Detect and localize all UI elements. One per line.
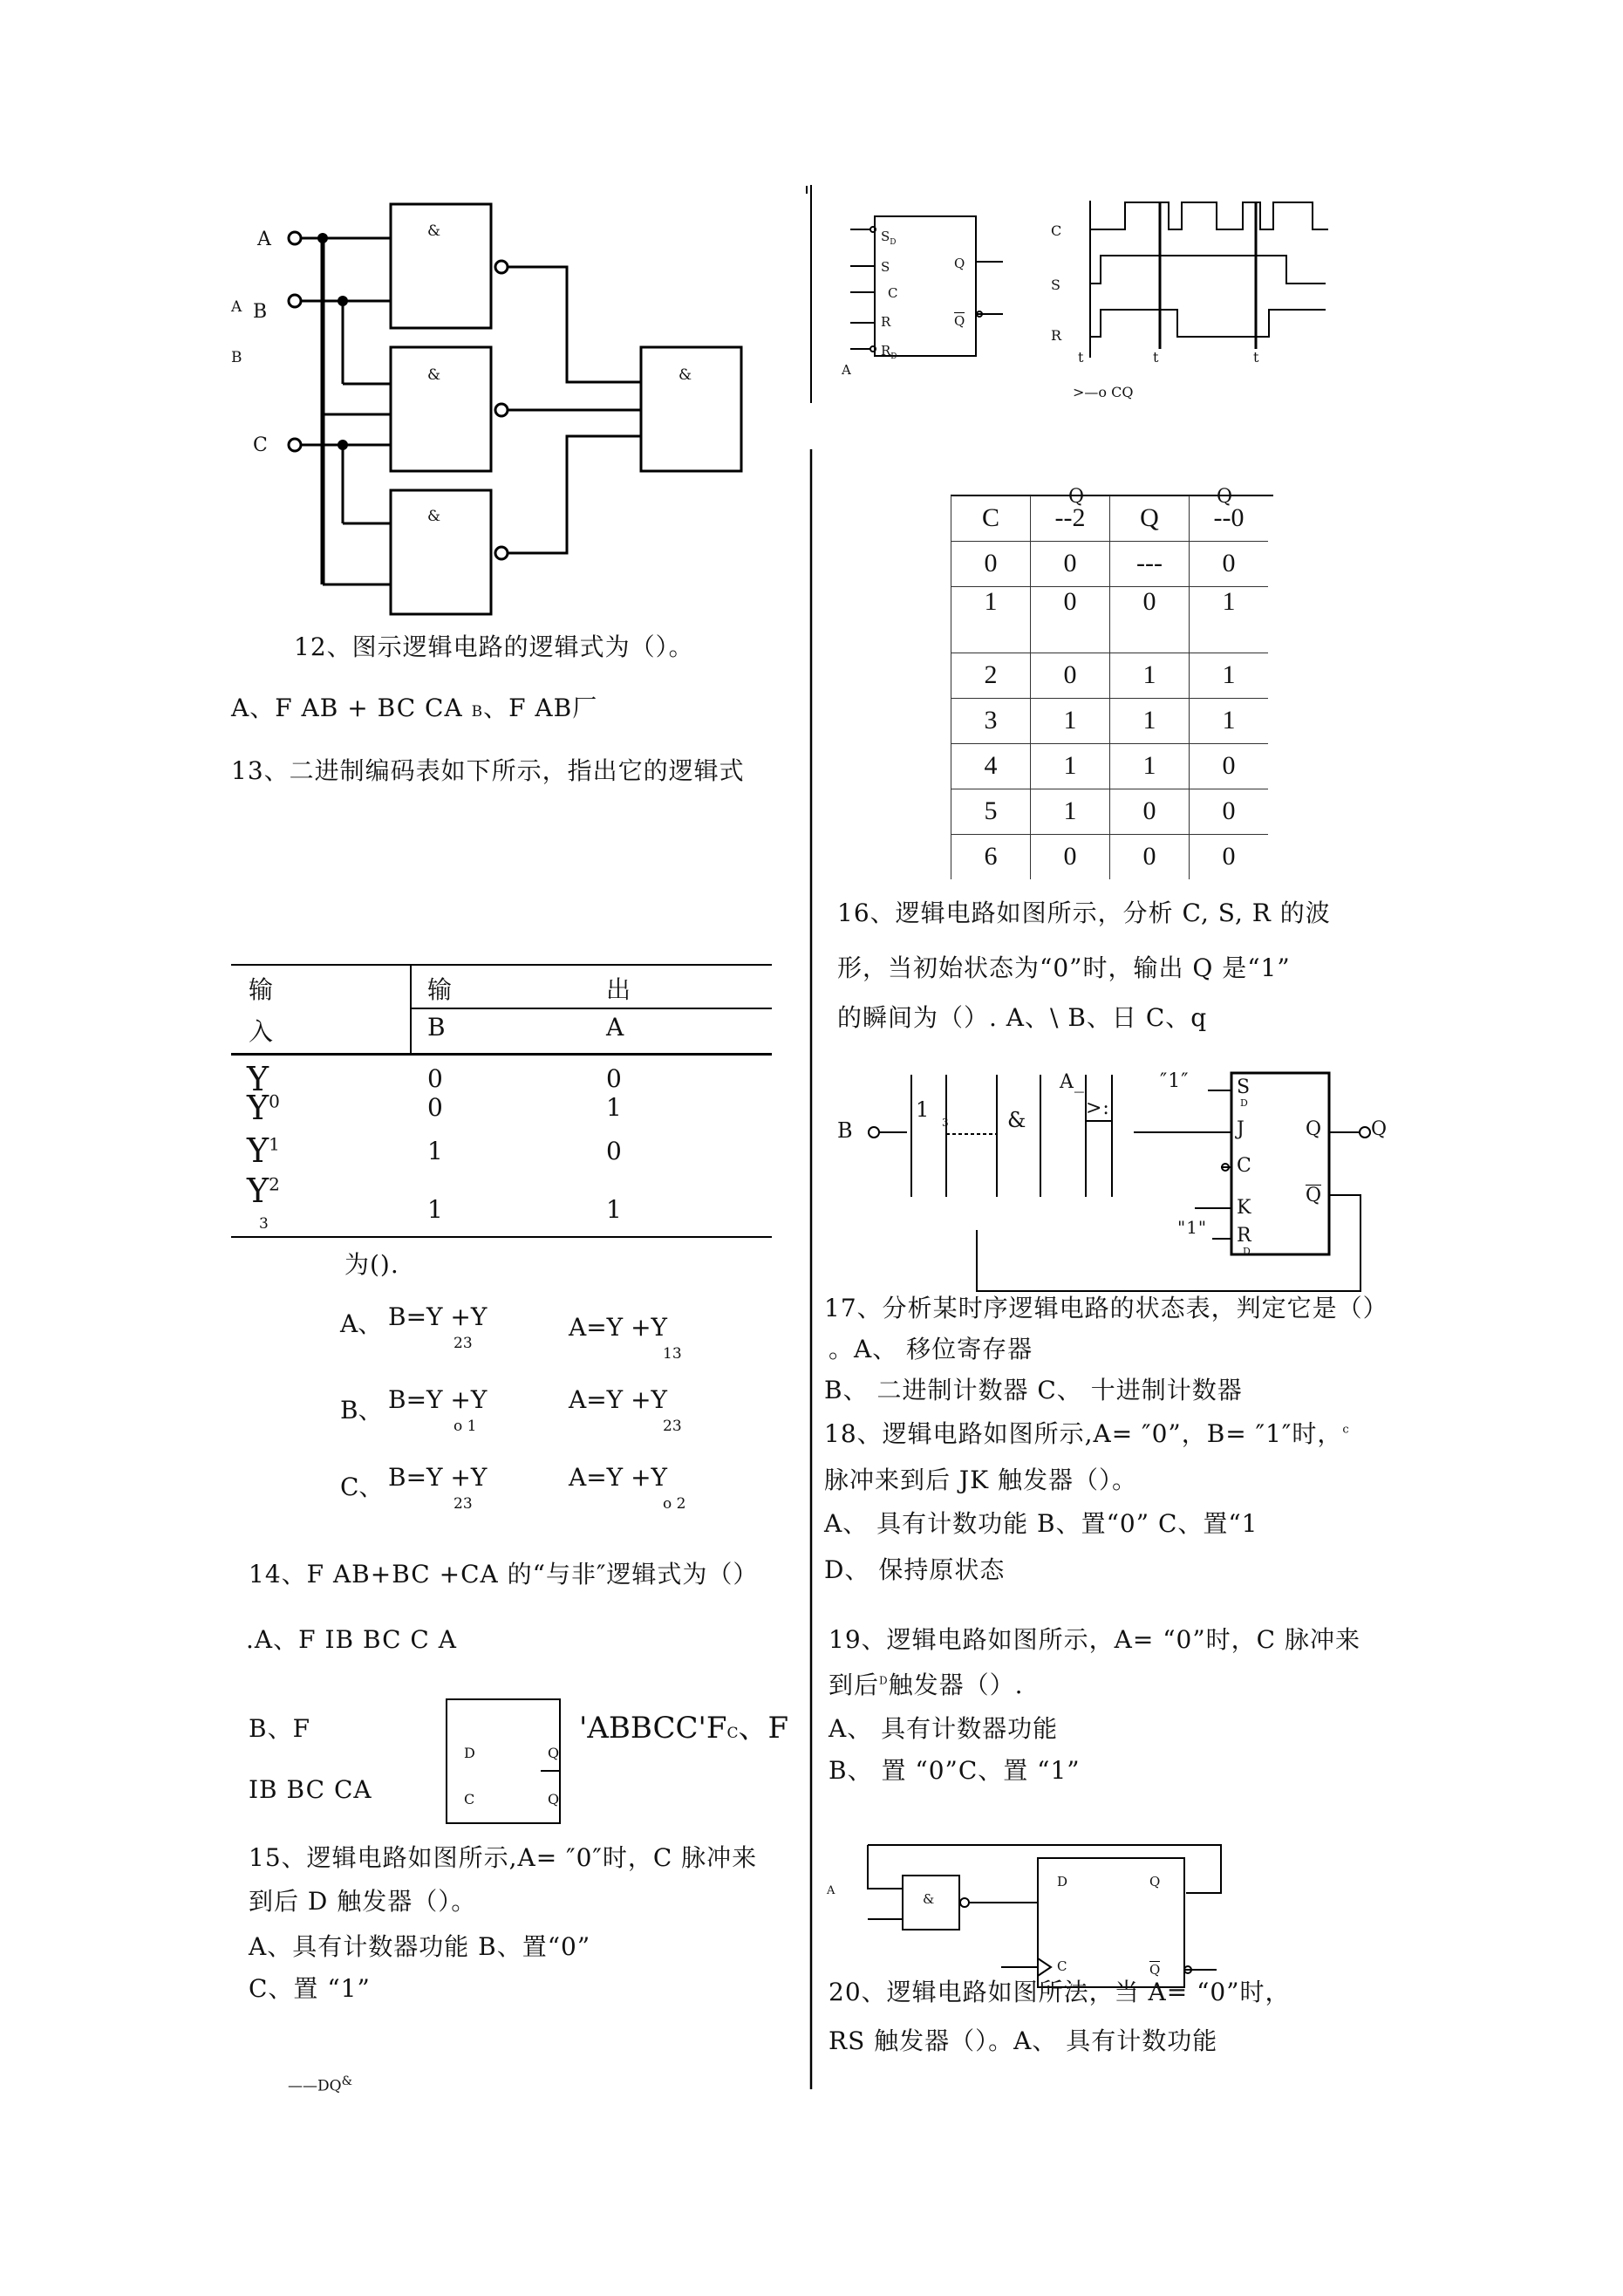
cell: 0: [1110, 789, 1190, 834]
cell: 0: [1031, 834, 1110, 879]
q15-question-1: 15、逻辑电路如图所示,A= ″0″时，C 脉冲来: [249, 1843, 758, 1872]
q13-row-4-b: 1: [427, 1195, 444, 1224]
cell: 1: [1031, 743, 1110, 789]
and-gate-1: [391, 204, 491, 328]
q13-option-c-label: C、: [340, 1473, 384, 1501]
wave-signal-c: C: [1051, 222, 1062, 239]
q13-row-4-a: 1: [606, 1195, 623, 1224]
q14-box-c: C: [464, 1791, 475, 1807]
q13-row-1-y: $Y^0$: [247, 1089, 280, 1127]
q20-line-2: RS 触发器（）。A、 具有计数功能: [829, 2026, 1218, 2055]
cell: 1: [1031, 789, 1110, 834]
cell: 1: [1110, 743, 1190, 789]
cell: 6: [951, 834, 1031, 879]
q16-header-c: C: [951, 495, 1031, 541]
cell: 0: [1190, 834, 1269, 879]
q15-footnote: ——DQ&: [288, 2074, 353, 2095]
q14-question: 14、F AB+BC +CA 的“与非″逻辑式为（）: [249, 1560, 759, 1589]
q17-line-3: B、 二进制计数器 C、 十进制计数器: [824, 1376, 1243, 1404]
sr-label-a: A: [842, 362, 851, 378]
q13-row-1-b: 0: [427, 1093, 444, 1122]
q12-label-c: C: [253, 434, 269, 456]
cell: 1: [1031, 698, 1110, 743]
jk-label-qbar: Q: [1306, 1185, 1322, 1206]
q13-header-output-1: 输: [427, 975, 453, 1004]
jk-label-r: R: [1237, 1225, 1251, 1247]
q13-row-2-b: 1: [427, 1137, 444, 1165]
wave-t-3: t: [1253, 349, 1259, 366]
q13-option-b-label: B、: [340, 1396, 383, 1425]
cell: 0: [951, 541, 1031, 586]
q13-option-b-a-sub: 23: [663, 1418, 682, 1435]
q13-row-2-y: $Y^1$: [247, 1131, 280, 1170]
cell: ---: [1110, 541, 1190, 586]
jk-label-colon: >:: [1086, 1097, 1110, 1119]
q19-line-3: A、 具有计数器功能: [829, 1714, 1059, 1743]
q13-header-output-2: 出: [606, 975, 632, 1004]
q19-label-a: A: [827, 1884, 835, 1897]
q16-header-q1: Q: [1068, 486, 1085, 508]
jk-label-k: K: [1237, 1197, 1251, 1219]
cell: 1: [1190, 586, 1269, 653]
jk-label-amp: &: [1007, 1108, 1027, 1132]
input-b-terminal: [289, 295, 301, 307]
q13-row-3-y: $Y^2$: [247, 1172, 280, 1210]
sr-label-q: Q: [954, 256, 965, 271]
q19-line-1: 19、逻辑电路如图所示，A= “0”时，C 脉冲来: [829, 1625, 1360, 1654]
q15-question-2: 到后 D 触发器（）。: [249, 1887, 477, 1916]
q13-option-b-a: A=Y +Y: [569, 1385, 668, 1414]
q16-state-table: [951, 495, 1268, 879]
q19-line-2: 到后$^D$触发器（）.: [829, 1671, 1024, 1699]
q13-option-c-a-sub: o 2: [663, 1495, 686, 1513]
q12-label-a: A: [257, 229, 272, 250]
table-row: [951, 834, 1269, 879]
cell: 4: [951, 743, 1031, 789]
q13-header-a: A: [606, 1013, 625, 1042]
q13-option-a-label: A、: [340, 1309, 383, 1338]
q12-question: 12、图示逻辑电路的逻辑式为（）。: [294, 632, 694, 661]
jk-label-b: B: [837, 1118, 854, 1143]
q13-option-c-b-sub: 23: [453, 1495, 473, 1513]
q12-label-b: B: [253, 301, 269, 323]
gate-symbol-2: &: [427, 366, 441, 384]
cell: 1: [1190, 653, 1269, 698]
q13-header-input-2: 入: [249, 1017, 275, 1046]
gate-symbol-out: &: [679, 366, 692, 384]
jk-label-j: J: [1237, 1118, 1245, 1140]
table-row: [951, 743, 1269, 789]
q13-option-b-b: B=Y +Y: [388, 1385, 488, 1414]
q18-line-3: A、 具有计数功能 B、置“0” C、置“1: [824, 1509, 1258, 1538]
cell: 2: [951, 653, 1031, 698]
gate-symbol-3: &: [427, 508, 441, 525]
cell: 0: [1031, 653, 1110, 698]
q13-row-4-sub: 3: [259, 1215, 269, 1233]
gate-symbol-1: &: [427, 222, 441, 240]
sr-label-r: R: [881, 314, 891, 330]
jk-label-s-sub: D: [1240, 1097, 1248, 1109]
q19-line-4: B、 置 “0”C、置 “1”: [829, 1756, 1081, 1785]
input-c-terminal: [289, 439, 301, 451]
q13-option-a-a-sub: 13: [663, 1345, 682, 1363]
table-row: [951, 789, 1269, 834]
cell: 0: [1031, 586, 1110, 653]
q14-option-b-2: IB BC CA: [249, 1775, 372, 1804]
jk-label-q-out: Q: [1371, 1118, 1388, 1140]
jk-label-s: S: [1237, 1076, 1251, 1098]
q13-row-0-b: 0: [427, 1064, 444, 1093]
jk-label-three: 3: [942, 1117, 949, 1129]
cell: 0: [1190, 541, 1269, 586]
cell: 1: [1110, 653, 1190, 698]
q12-side-label-b: B: [231, 349, 242, 366]
q16-header-q0: --0: [1190, 495, 1269, 541]
sr-label-rd: $R_D$: [881, 343, 897, 361]
q13-row-0-a: 0: [606, 1064, 623, 1093]
q13-option-c-a: A=Y +Y: [569, 1463, 668, 1492]
cell: 5: [951, 789, 1031, 834]
wave-signal-r: R: [1051, 327, 1062, 344]
q19-label-d: D: [1057, 1874, 1068, 1889]
q13-row-0-y: Y: [247, 1060, 269, 1098]
q13-option-c-b: B=Y +Y: [388, 1463, 488, 1492]
cell: 1: [1110, 698, 1190, 743]
q17-line-1: 17、分析某时序逻辑电路的状态表，判定它是（）: [824, 1294, 1388, 1322]
q13-option-a-b: B=Y +Y: [388, 1302, 488, 1331]
cell: 1: [1190, 698, 1269, 743]
sr-label-c: C: [888, 285, 898, 301]
cell: 0: [1110, 834, 1190, 879]
q20-line-1: 20、逻辑电路如图所法，当 A= “0”时，: [829, 1978, 1291, 2006]
q15-option-c: C、置 “1”: [249, 1974, 371, 2003]
table-row: [951, 586, 1269, 653]
jk-label-one: 1: [916, 1097, 931, 1122]
wave-t-2: t: [1153, 349, 1159, 366]
and-gate-2: [391, 347, 491, 471]
q13-tail: 为().: [344, 1250, 399, 1279]
q18-line-1: 18、逻辑电路如图所示,A= ″0”，B= ″1″时，$^c$: [824, 1419, 1350, 1448]
q18-line-4: D、 保持原状态: [824, 1555, 1006, 1584]
input-a-terminal: [289, 232, 301, 244]
q14-option-b-1: B、F: [249, 1714, 311, 1743]
q19-label-q2: Q: [1149, 1962, 1161, 1978]
cell: 0: [1190, 743, 1269, 789]
cell: 1: [951, 586, 1031, 653]
sr-label-sd: $S_D$: [881, 229, 897, 247]
table-row: [951, 653, 1269, 698]
q14-box-q1: Q: [548, 1745, 560, 1761]
q13-row-1-a: 1: [606, 1093, 623, 1122]
jk-label-r-sub: D: [1243, 1246, 1251, 1257]
q15-option-ab: A、具有计数器功能 B、置“0”: [249, 1932, 591, 1961]
q13-option-a-b-sub: 23: [453, 1335, 473, 1352]
cell: 0: [1190, 789, 1269, 834]
q14-box-q2: Q: [548, 1791, 560, 1807]
q17-line-2: 。A、 移位寄存器: [829, 1335, 1033, 1363]
and-gate-3: [391, 490, 491, 614]
q14-overlay: 'ABBCC'FC、F: [579, 1711, 789, 1746]
q13-header-input-1: 输: [249, 975, 275, 1004]
q13-header-b: B: [427, 1013, 447, 1042]
q13-option-b-b-sub: o 1: [453, 1418, 477, 1435]
q18-line-2: 脉冲来到后 JK 触发器（）。: [824, 1466, 1137, 1494]
wave-note: >—o CQ: [1073, 384, 1134, 400]
q13-question: 13、二进制编码表如下所示，指出它的逻辑式: [231, 756, 745, 785]
jk-label-one-b: "1": [1177, 1217, 1208, 1238]
q13-encoding-table: [231, 964, 772, 1243]
jk-label-one-quote: ″1″: [1160, 1070, 1190, 1092]
jk-label-a: A_: [1060, 1071, 1085, 1093]
wave-t-1: t: [1078, 349, 1084, 366]
q12-options: A、F AB + BC CA B、F AB厂: [231, 694, 598, 722]
q16-header-q2: Q: [1217, 486, 1233, 508]
wave-signal-s: S: [1051, 277, 1060, 293]
q16-line-3: 的瞬间为（）. A、\ B、日 C、q: [837, 1003, 1208, 1032]
sr-label-s: S: [881, 259, 890, 275]
sr-label-qbar: Q: [954, 313, 965, 329]
q19-label-amp: &: [923, 1891, 935, 1907]
q16-line-1: 16、逻辑电路如图所示，分析 C, S, R 的波: [837, 899, 1331, 927]
jk-label-q: Q: [1306, 1118, 1322, 1140]
cell: 0: [1110, 586, 1190, 653]
jk-label-c: C: [1237, 1155, 1251, 1177]
q16-header-q2: --2: [1031, 495, 1110, 541]
table-row: [951, 698, 1269, 743]
cell: 0: [1031, 541, 1110, 586]
q14-option-a: .A、F IB BC C A: [246, 1625, 457, 1654]
q13-option-a-a: A=Y +Y: [569, 1313, 668, 1342]
q13-row-2-a: 0: [606, 1137, 623, 1165]
q16-header-q: Q: [1110, 495, 1190, 541]
q19-label-c: C: [1057, 1958, 1067, 1974]
cell: 3: [951, 698, 1031, 743]
table-row: [951, 541, 1269, 586]
q14-box-d: D: [464, 1745, 475, 1761]
q12-side-label-a: A: [231, 298, 242, 316]
q19-label-q1: Q: [1149, 1874, 1161, 1889]
q16-line-2: 形，当初始状态为“0”时，输出 Q 是“1”: [837, 953, 1291, 982]
